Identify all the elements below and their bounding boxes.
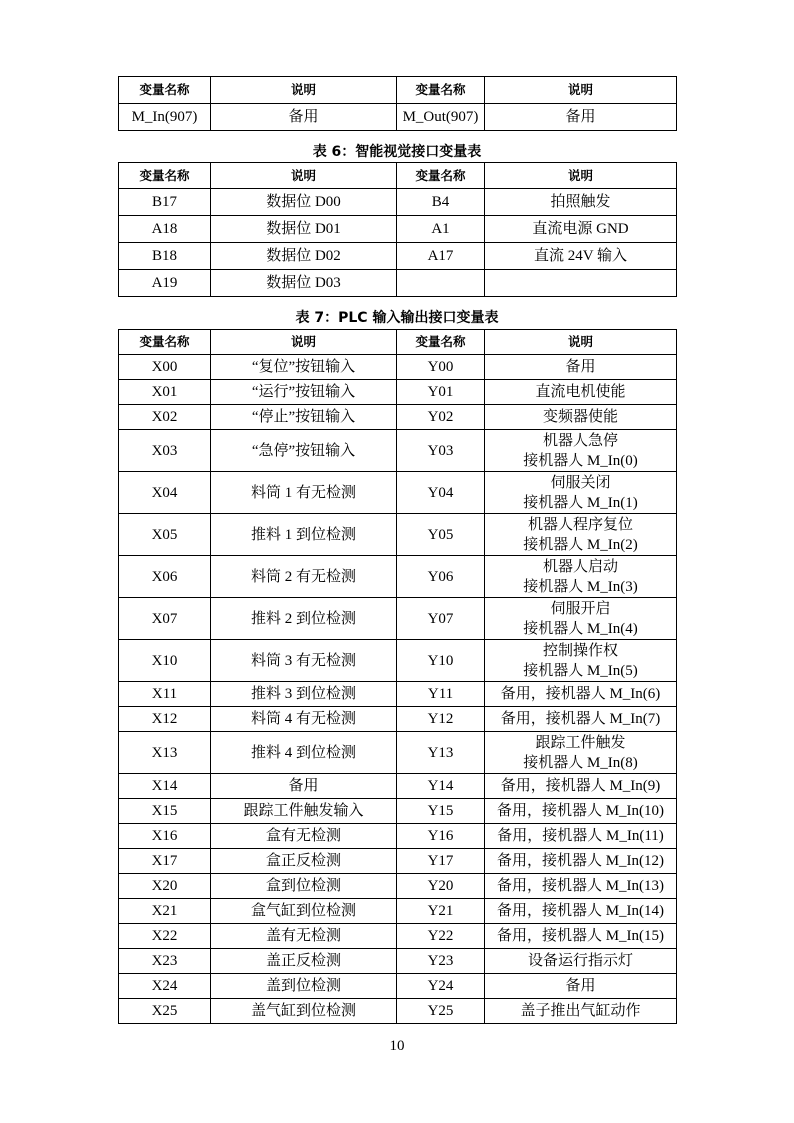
- column-header: 变量名称: [397, 330, 485, 355]
- table-row: [119, 974, 677, 999]
- description-cell: 直流 24V 输入: [485, 243, 677, 270]
- output-description-cell: [485, 874, 677, 899]
- output-description-line: 备用，接机器人 M_In(7): [500, 711, 661, 727]
- table-row: [119, 472, 677, 514]
- output-description-cell: [485, 924, 677, 949]
- variable-name-cell: B17: [119, 189, 211, 216]
- table-row: [119, 189, 677, 216]
- output-variable-cell: Y06: [397, 556, 485, 598]
- input-description-cell: 推料 3 到位检测: [211, 682, 397, 707]
- column-header: 变量名称: [397, 77, 485, 104]
- table-row: [119, 774, 677, 799]
- output-variable-cell: Y25: [397, 999, 485, 1024]
- input-description-cell: “复位”按钮输入: [211, 355, 397, 380]
- output-description-cell: [485, 430, 677, 472]
- column-header: 变量名称: [119, 163, 211, 189]
- output-description-line: 接机器人 M_In(1): [523, 494, 638, 511]
- variable-name-cell: M_In(907): [119, 104, 211, 131]
- output-description-line: 控制操作权: [542, 642, 618, 659]
- table-row: [119, 640, 677, 682]
- input-variable-cell: X14: [119, 774, 211, 799]
- output-variable-cell: Y14: [397, 774, 485, 799]
- output-variable-cell: Y05: [397, 514, 485, 556]
- column-header: 说明: [485, 163, 677, 189]
- input-variable-cell: X13: [119, 732, 211, 774]
- output-variable-cell: Y16: [397, 824, 485, 849]
- table-row: [119, 270, 677, 297]
- output-description-cell: [485, 824, 677, 849]
- output-description-cell: [485, 707, 677, 732]
- output-variable-cell: Y01: [397, 380, 485, 405]
- column-header: 说明: [485, 330, 677, 355]
- table-row: [119, 899, 677, 924]
- output-description-cell: [485, 899, 677, 924]
- table-row: [119, 999, 677, 1024]
- table-7: [118, 329, 677, 1024]
- description-cell: 数据位 D01: [211, 216, 397, 243]
- input-variable-cell: X00: [119, 355, 211, 380]
- input-variable-cell: X11: [119, 682, 211, 707]
- input-variable-cell: X15: [119, 799, 211, 824]
- variable-name-cell: A19: [119, 270, 211, 297]
- table-row: [119, 216, 677, 243]
- output-description-line: 备用，接机器人 M_In(6): [500, 686, 661, 702]
- output-variable-cell: Y12: [397, 707, 485, 732]
- input-description-cell: 盖到位检测: [211, 974, 397, 999]
- input-description-cell: “急停”按钮输入: [211, 430, 397, 472]
- output-description-line: 备用: [565, 359, 596, 375]
- output-description-line: 备用，接机器人 M_In(15): [496, 928, 665, 944]
- table-row: [119, 556, 677, 598]
- table-7-caption: 表 7：PLC 输入输出接口变量表: [295, 310, 499, 326]
- input-description-cell: 盖气缸到位检测: [211, 999, 397, 1024]
- table-row: [119, 732, 677, 774]
- table-row: [119, 682, 677, 707]
- output-description-cell: [485, 999, 677, 1024]
- input-description-cell: 推料 1 到位检测: [211, 514, 397, 556]
- output-description-cell: [485, 682, 677, 707]
- output-description-line: 接机器人 M_In(0): [523, 452, 638, 469]
- column-header: 变量名称: [119, 330, 211, 355]
- table-6: [118, 162, 677, 297]
- output-variable-cell: Y21: [397, 899, 485, 924]
- output-description-line: 盖子推出气缸动作: [520, 1003, 641, 1019]
- output-variable-cell: Y22: [397, 924, 485, 949]
- table-row: [119, 824, 677, 849]
- output-variable-cell: Y23: [397, 949, 485, 974]
- input-variable-cell: X02: [119, 405, 211, 430]
- table-row: [119, 430, 677, 472]
- output-description-line: 跟踪工件触发: [535, 734, 626, 751]
- input-variable-cell: X16: [119, 824, 211, 849]
- column-header: 说明: [211, 330, 397, 355]
- output-description-line: 机器人启动: [542, 558, 618, 575]
- input-description-cell: 备用: [211, 774, 397, 799]
- input-variable-cell: X01: [119, 380, 211, 405]
- input-variable-cell: X05: [119, 514, 211, 556]
- output-description-line: 接机器人 M_In(8): [523, 754, 638, 771]
- table-row: [119, 874, 677, 899]
- output-description-line: 接机器人 M_In(4): [523, 620, 638, 637]
- input-description-cell: “停止”按钮输入: [211, 405, 397, 430]
- input-description-cell: 盒到位检测: [211, 874, 397, 899]
- output-description-cell: [485, 556, 677, 598]
- output-description-cell: [485, 514, 677, 556]
- column-header: 变量名称: [119, 77, 211, 104]
- output-description-line: 备用，接机器人 M_In(12): [496, 853, 665, 869]
- table-row: [119, 949, 677, 974]
- output-description-cell: [485, 732, 677, 774]
- variable-name-cell: [397, 270, 485, 297]
- table-5-continued: [118, 76, 677, 131]
- input-variable-cell: X12: [119, 707, 211, 732]
- output-variable-cell: Y24: [397, 974, 485, 999]
- table-row: [119, 598, 677, 640]
- output-variable-cell: Y17: [397, 849, 485, 874]
- input-variable-cell: X25: [119, 999, 211, 1024]
- output-description-line: 直流电机使能: [535, 384, 626, 400]
- output-description-line: 伺服关闭: [550, 474, 611, 491]
- output-description-line: 备用，接机器人 M_In(10): [496, 803, 665, 819]
- output-description-line: 接机器人 M_In(5): [523, 662, 638, 679]
- table-row: [119, 380, 677, 405]
- description-cell: 数据位 D00: [211, 189, 397, 216]
- input-description-cell: 料筒 1 有无检测: [211, 472, 397, 514]
- output-variable-cell: Y07: [397, 598, 485, 640]
- output-description-line: 备用: [565, 978, 596, 994]
- variable-name-cell: B18: [119, 243, 211, 270]
- input-variable-cell: X24: [119, 974, 211, 999]
- output-description-cell: [485, 472, 677, 514]
- input-variable-cell: X23: [119, 949, 211, 974]
- output-description-cell: [485, 598, 677, 640]
- description-cell: 直流电源 GND: [485, 216, 677, 243]
- column-header: 说明: [211, 77, 397, 104]
- table-row: [119, 243, 677, 270]
- output-description-line: 接机器人 M_In(2): [523, 536, 638, 553]
- variable-name-cell: M_Out(907): [397, 104, 485, 131]
- output-variable-cell: Y11: [397, 682, 485, 707]
- output-variable-cell: Y02: [397, 405, 485, 430]
- output-variable-cell: Y20: [397, 874, 485, 899]
- output-variable-cell: Y00: [397, 355, 485, 380]
- input-variable-cell: X04: [119, 472, 211, 514]
- variable-name-cell: B4: [397, 189, 485, 216]
- input-description-cell: 盒有无检测: [211, 824, 397, 849]
- input-description-cell: 盒气缸到位检测: [211, 899, 397, 924]
- output-description-cell: [485, 640, 677, 682]
- output-variable-cell: Y04: [397, 472, 485, 514]
- table-row: [119, 799, 677, 824]
- output-description-cell: [485, 799, 677, 824]
- table-row: [119, 514, 677, 556]
- description-cell: 备用: [485, 104, 677, 131]
- description-cell: 备用: [211, 104, 397, 131]
- description-cell: 数据位 D02: [211, 243, 397, 270]
- output-description-line: 变频器使能: [542, 409, 618, 425]
- input-variable-cell: X07: [119, 598, 211, 640]
- description-cell: 拍照触发: [485, 189, 677, 216]
- output-description-cell: [485, 380, 677, 405]
- variable-name-cell: A18: [119, 216, 211, 243]
- output-description-cell: [485, 849, 677, 874]
- output-description-cell: [485, 355, 677, 380]
- description-cell: 数据位 D03: [211, 270, 397, 297]
- table-row: [119, 849, 677, 874]
- output-description-line: 备用，接机器人 M_In(13): [496, 878, 665, 894]
- table-row: [119, 707, 677, 732]
- input-variable-cell: X03: [119, 430, 211, 472]
- output-description-line: 设备运行指示灯: [527, 953, 633, 969]
- variable-name-cell: A1: [397, 216, 485, 243]
- input-description-cell: 推料 4 到位检测: [211, 732, 397, 774]
- column-header: 变量名称: [397, 163, 485, 189]
- input-description-cell: 推料 2 到位检测: [211, 598, 397, 640]
- input-description-cell: 料筒 4 有无检测: [211, 707, 397, 732]
- output-description-line: 备用，接机器人 M_In(14): [496, 903, 665, 919]
- input-description-cell: 盖正反检测: [211, 949, 397, 974]
- table-row: [119, 355, 677, 380]
- input-description-cell: 盒正反检测: [211, 849, 397, 874]
- output-description-line: 机器人急停: [542, 432, 618, 449]
- variable-name-cell: A17: [397, 243, 485, 270]
- page-number: 10: [389, 1038, 405, 1054]
- output-description-cell: [485, 405, 677, 430]
- output-description-line: 备用，接机器人 M_In(9): [500, 778, 661, 794]
- input-description-cell: 料筒 2 有无检测: [211, 556, 397, 598]
- input-description-cell: “运行”按钮输入: [211, 380, 397, 405]
- output-description-cell: [485, 949, 677, 974]
- input-description-cell: 盖有无检测: [211, 924, 397, 949]
- input-description-cell: 跟踪工件触发输入: [211, 799, 397, 824]
- output-description-cell: [485, 974, 677, 999]
- output-variable-cell: Y13: [397, 732, 485, 774]
- input-variable-cell: X20: [119, 874, 211, 899]
- input-variable-cell: X21: [119, 899, 211, 924]
- output-description-line: 伺服开启: [550, 600, 611, 617]
- table-row: [119, 104, 677, 131]
- output-variable-cell: Y15: [397, 799, 485, 824]
- output-description-cell: [485, 774, 677, 799]
- output-variable-cell: Y10: [397, 640, 485, 682]
- output-description-line: 备用，接机器人 M_In(11): [497, 828, 664, 844]
- input-variable-cell: X17: [119, 849, 211, 874]
- output-description-line: 机器人程序复位: [527, 516, 633, 533]
- output-variable-cell: Y03: [397, 430, 485, 472]
- input-description-cell: 料筒 3 有无检测: [211, 640, 397, 682]
- column-header: 说明: [211, 163, 397, 189]
- table-6-caption: 表 6：智能视觉接口变量表: [312, 144, 482, 160]
- table-row: [119, 924, 677, 949]
- column-header: 说明: [485, 77, 677, 104]
- output-description-line: 接机器人 M_In(3): [523, 578, 638, 595]
- input-variable-cell: X06: [119, 556, 211, 598]
- input-variable-cell: X22: [119, 924, 211, 949]
- table-row: [119, 405, 677, 430]
- description-cell: [485, 270, 677, 297]
- input-variable-cell: X10: [119, 640, 211, 682]
